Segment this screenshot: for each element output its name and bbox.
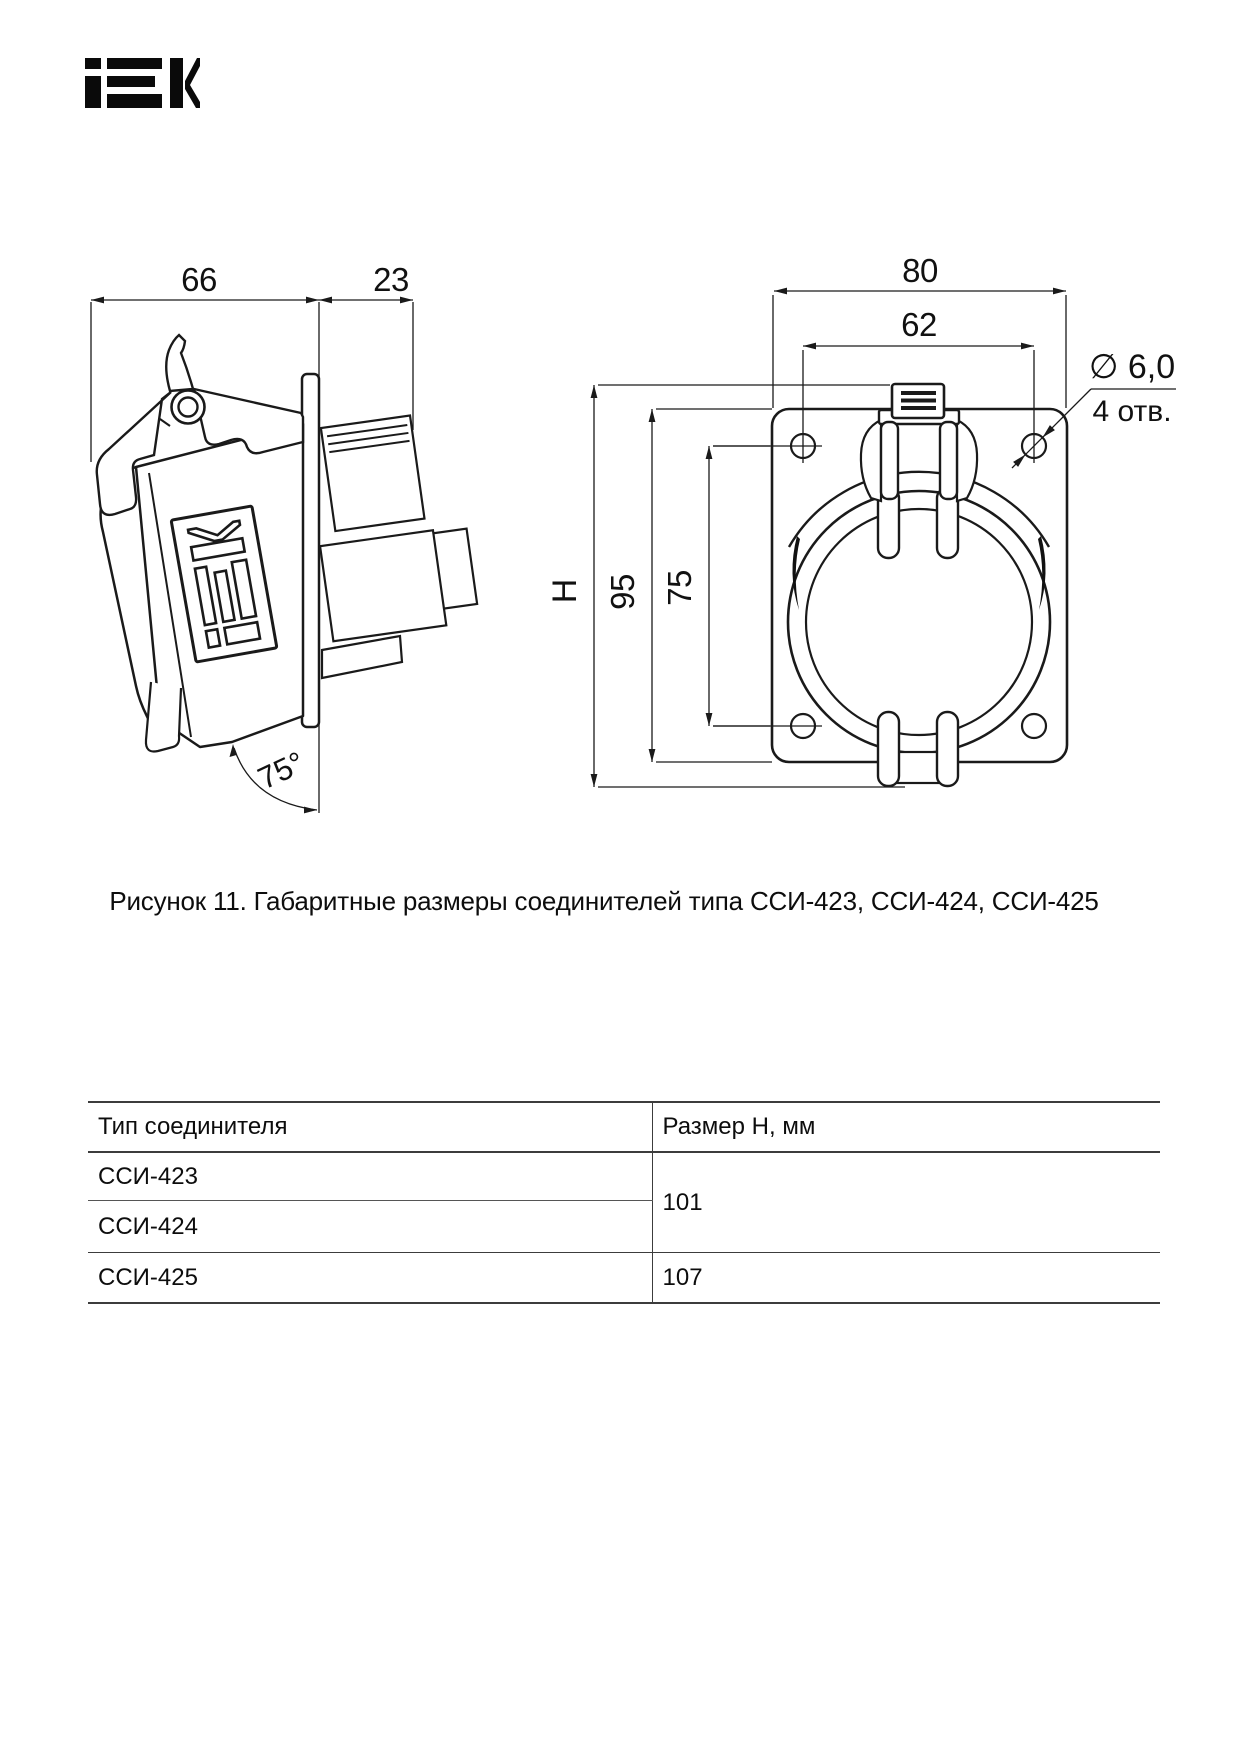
- figure-11-drawing: [0, 0, 1244, 860]
- cell-type-ssi-423: ССИ-423: [88, 1152, 652, 1201]
- dim-label-75: 75: [661, 570, 698, 606]
- rear-housing: [320, 416, 477, 678]
- table-row: [88, 1152, 1160, 1201]
- hole-diameter-label: ∅ 6,0: [1088, 348, 1176, 386]
- table-header-row: [88, 1102, 1160, 1152]
- col-header-type: Тип соединителя: [88, 1102, 652, 1152]
- cell-h-101: 101: [652, 1152, 1160, 1253]
- dim-label-80: 80: [902, 252, 938, 289]
- dim-label-23: 23: [373, 261, 409, 298]
- dimensions-table: [88, 1101, 1160, 1304]
- figure-caption: Рисунок 11. Габаритные размеры соединителей типа ССИ-423, ССИ-424, ССИ-425: [109, 886, 1099, 916]
- cell-type-ssi-424: ССИ-424: [88, 1201, 652, 1253]
- dim-label-66: 66: [181, 261, 217, 298]
- front-view-drawing: [546, 252, 1176, 787]
- dim-label-62: 62: [901, 306, 937, 343]
- dim-label-H: H: [546, 578, 584, 604]
- dim-label-95: 95: [604, 574, 641, 610]
- hole-count-label: 4 отв.: [1092, 395, 1172, 428]
- mounting-plate: [302, 374, 319, 727]
- col-header-size-h: Размер H, мм: [652, 1102, 1160, 1152]
- cell-type-ssi-425: ССИ-425: [88, 1253, 652, 1304]
- table-row: [88, 1253, 1160, 1304]
- angle-annotation: [230, 744, 318, 813]
- angle-label-75deg: 75°: [252, 744, 310, 797]
- flange-plate: [772, 409, 1067, 762]
- iek-logo-icon: [85, 58, 200, 108]
- side-view-drawing: [91, 261, 477, 813]
- cell-h-107: 107: [662, 1263, 703, 1291]
